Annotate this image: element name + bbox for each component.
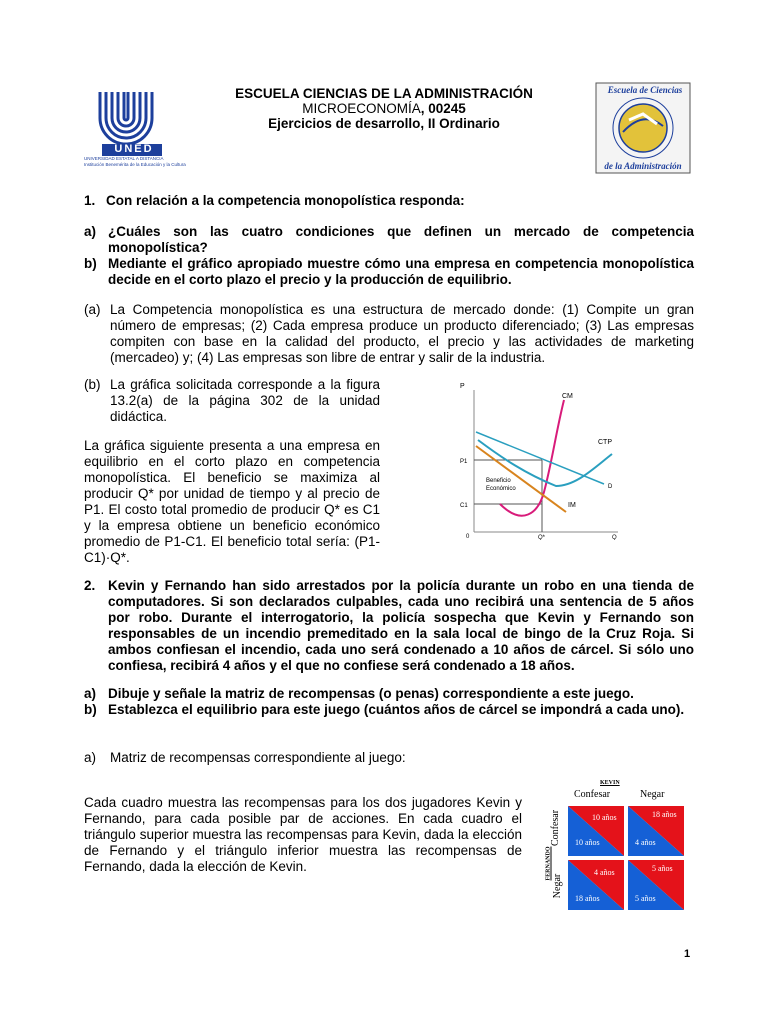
uned-logo-line1: UNIVERSIDAD ESTATAL A DISTANCIA [84,156,164,161]
graph-origin-label: 0 [466,534,470,540]
monopolistic-competition-graph [452,376,622,540]
matrix-cell-3-bottom: 18 años [575,894,600,903]
q2b-label: b) [84,702,97,717]
exam-subtitle: Ejercicios de desarrollo, II Ordinario [268,116,500,131]
matrix-player-kevin: KEVIN [600,780,620,786]
school-title: ESCUELA CIENCIAS DE LA ADMINISTRACIÓN [235,86,533,101]
q1-answer-b-label: (b) [84,377,101,392]
payoff-matrix [540,776,690,912]
graph-im-label: IM [568,502,576,509]
graph-ctp-label: CTP [598,439,612,446]
page-number: 1 [684,948,691,960]
q2b-text: Establezca el equilibrio para este juego (cuántos años de cárcel se impondrá a cada uno). [108,702,685,717]
q1b-label: b) [84,256,97,271]
q1b-text: Mediante el gráfico apropiado muestre cómo una empresa en competencia monopolística decide en el corto plazo el precio y la producción de equilibrio. [108,256,694,287]
q2a-text: Dibuje y señale la matriz de recompensas (o penas) correspondiente a este juego. [108,686,634,701]
graph-axis-q-label: Q [612,535,617,540]
matrix-row-confesar: Confesar [550,809,562,847]
matrix-cell-4-top: 5 años [652,864,673,873]
q1a-label: a) [84,224,97,239]
course-name: MICROECONOMÍA [302,101,421,116]
q1-number: 1. [84,193,96,208]
graph-benefit-label-2: Económico [486,486,516,492]
q1-graph-description: La gráfica siguiente presenta a una empresa en equilibrio en el corto plazo en competencia monopolística. El beneficio se maximiza al producir Q* por unidad de tiempo y al precio de P1. El costo total promedio de producir Q* es C1 y la empresa obtiene un beneficio económico promedio de P1-C1. El beneficio total sería: (P1-C1)·Q*. [84,438,380,565]
graph-c1-label: C1 [460,503,468,509]
matrix-col-negar: Negar [640,789,665,800]
course-code: , 00245 [420,101,466,116]
q1-answer-b-text: La gráfica solicitada corresponde a la figura 13.2(a) de la página 302 de la unidad didáctica. [110,377,380,424]
graph-d-label: D [608,484,613,490]
matrix-cell-2-top: 18 años [652,810,677,819]
matrix-player-fernando: FERNANDO [545,846,552,881]
q2-answer-a-label: a) [84,750,97,765]
q1a-text: ¿Cuáles son las cuatro condiciones que definen un mercado de competencia monopolística? [108,224,694,255]
graph-p1-label: P1 [460,459,468,465]
q1-answer-a-text: La Competencia monopolística es una estructura de mercado donde: (1) Compite un gran número de empresas; (2) Cada empresa produce un producto diferenciado; (3) Las empresas compiten con base en la calidad del producto, el precio y las actividades de marketing (mercadeo) y; (4) Las empresas son libre de entrar y salir de la industria. [110,302,694,365]
matrix-cell-2-bottom: 4 años [635,838,656,847]
q2-matrix-description: Cada cuadro muestra las recompensas para los dos jugadores Kevin y Fernando, para cada posible par de acciones. En cada cuadro el triángulo superior muestra las recompensas para Kevin, dada la elección de Fernando y el triángulo inferior muestra las recompensas de Fernando, dada la elección de Kevin. [84,795,522,874]
graph-benefit-label-1: Beneficio [486,478,511,484]
graph-cm-label: CM [562,393,573,400]
school-logo-line1: Escuela de Ciencias [607,85,683,95]
d-curve [476,432,604,484]
school-logo-line2: de la Administración [604,161,682,171]
q2-answer-a-text: Matriz de recompensas correspondiente al juego: [110,750,406,765]
matrix-cell-1-top: 10 años [592,813,617,822]
school-logo [595,82,691,174]
cm-curve [500,400,564,516]
uned-logo-name: UNED [114,143,154,155]
matrix-col-confesar: Confesar [574,789,611,800]
matrix-cell-3-top: 4 años [594,868,615,877]
matrix-row-negar: Negar [552,873,564,899]
uned-logo-line2: Institución Benemérita de la Educación y la Cultura [84,162,186,167]
q2-number: 2. [84,578,96,593]
q2-text: Kevin y Fernando han sido arrestados por la policía durante un robo en una tienda de computadores. Si son declarados culpables, cada uno recibirá una sentencia de 5 años por robo. Durante el interrogatorio, la policía sospecha que Kevin y Fernando son responsables de un incendio premeditado en la sala local de bingo de la Cruz Roja. Si ambos confiesan el incendio, cada uno será condenado a 10 años de cárcel. Si sólo uno confiesa, recibirá 4 años y el que no confiese será condenado a 18 años. [108,578,694,673]
q1-text: Con relación a la competencia monopolística responda: [106,193,465,208]
graph-qstar-label: Q* [538,535,546,540]
matrix-cell-1-bottom: 10 años [575,838,600,847]
q1-answer-a-label: (a) [84,302,101,317]
q2a-label: a) [84,686,97,701]
matrix-cell-4-bottom: 5 años [635,894,656,903]
graph-axis-p-label: P [460,383,465,390]
